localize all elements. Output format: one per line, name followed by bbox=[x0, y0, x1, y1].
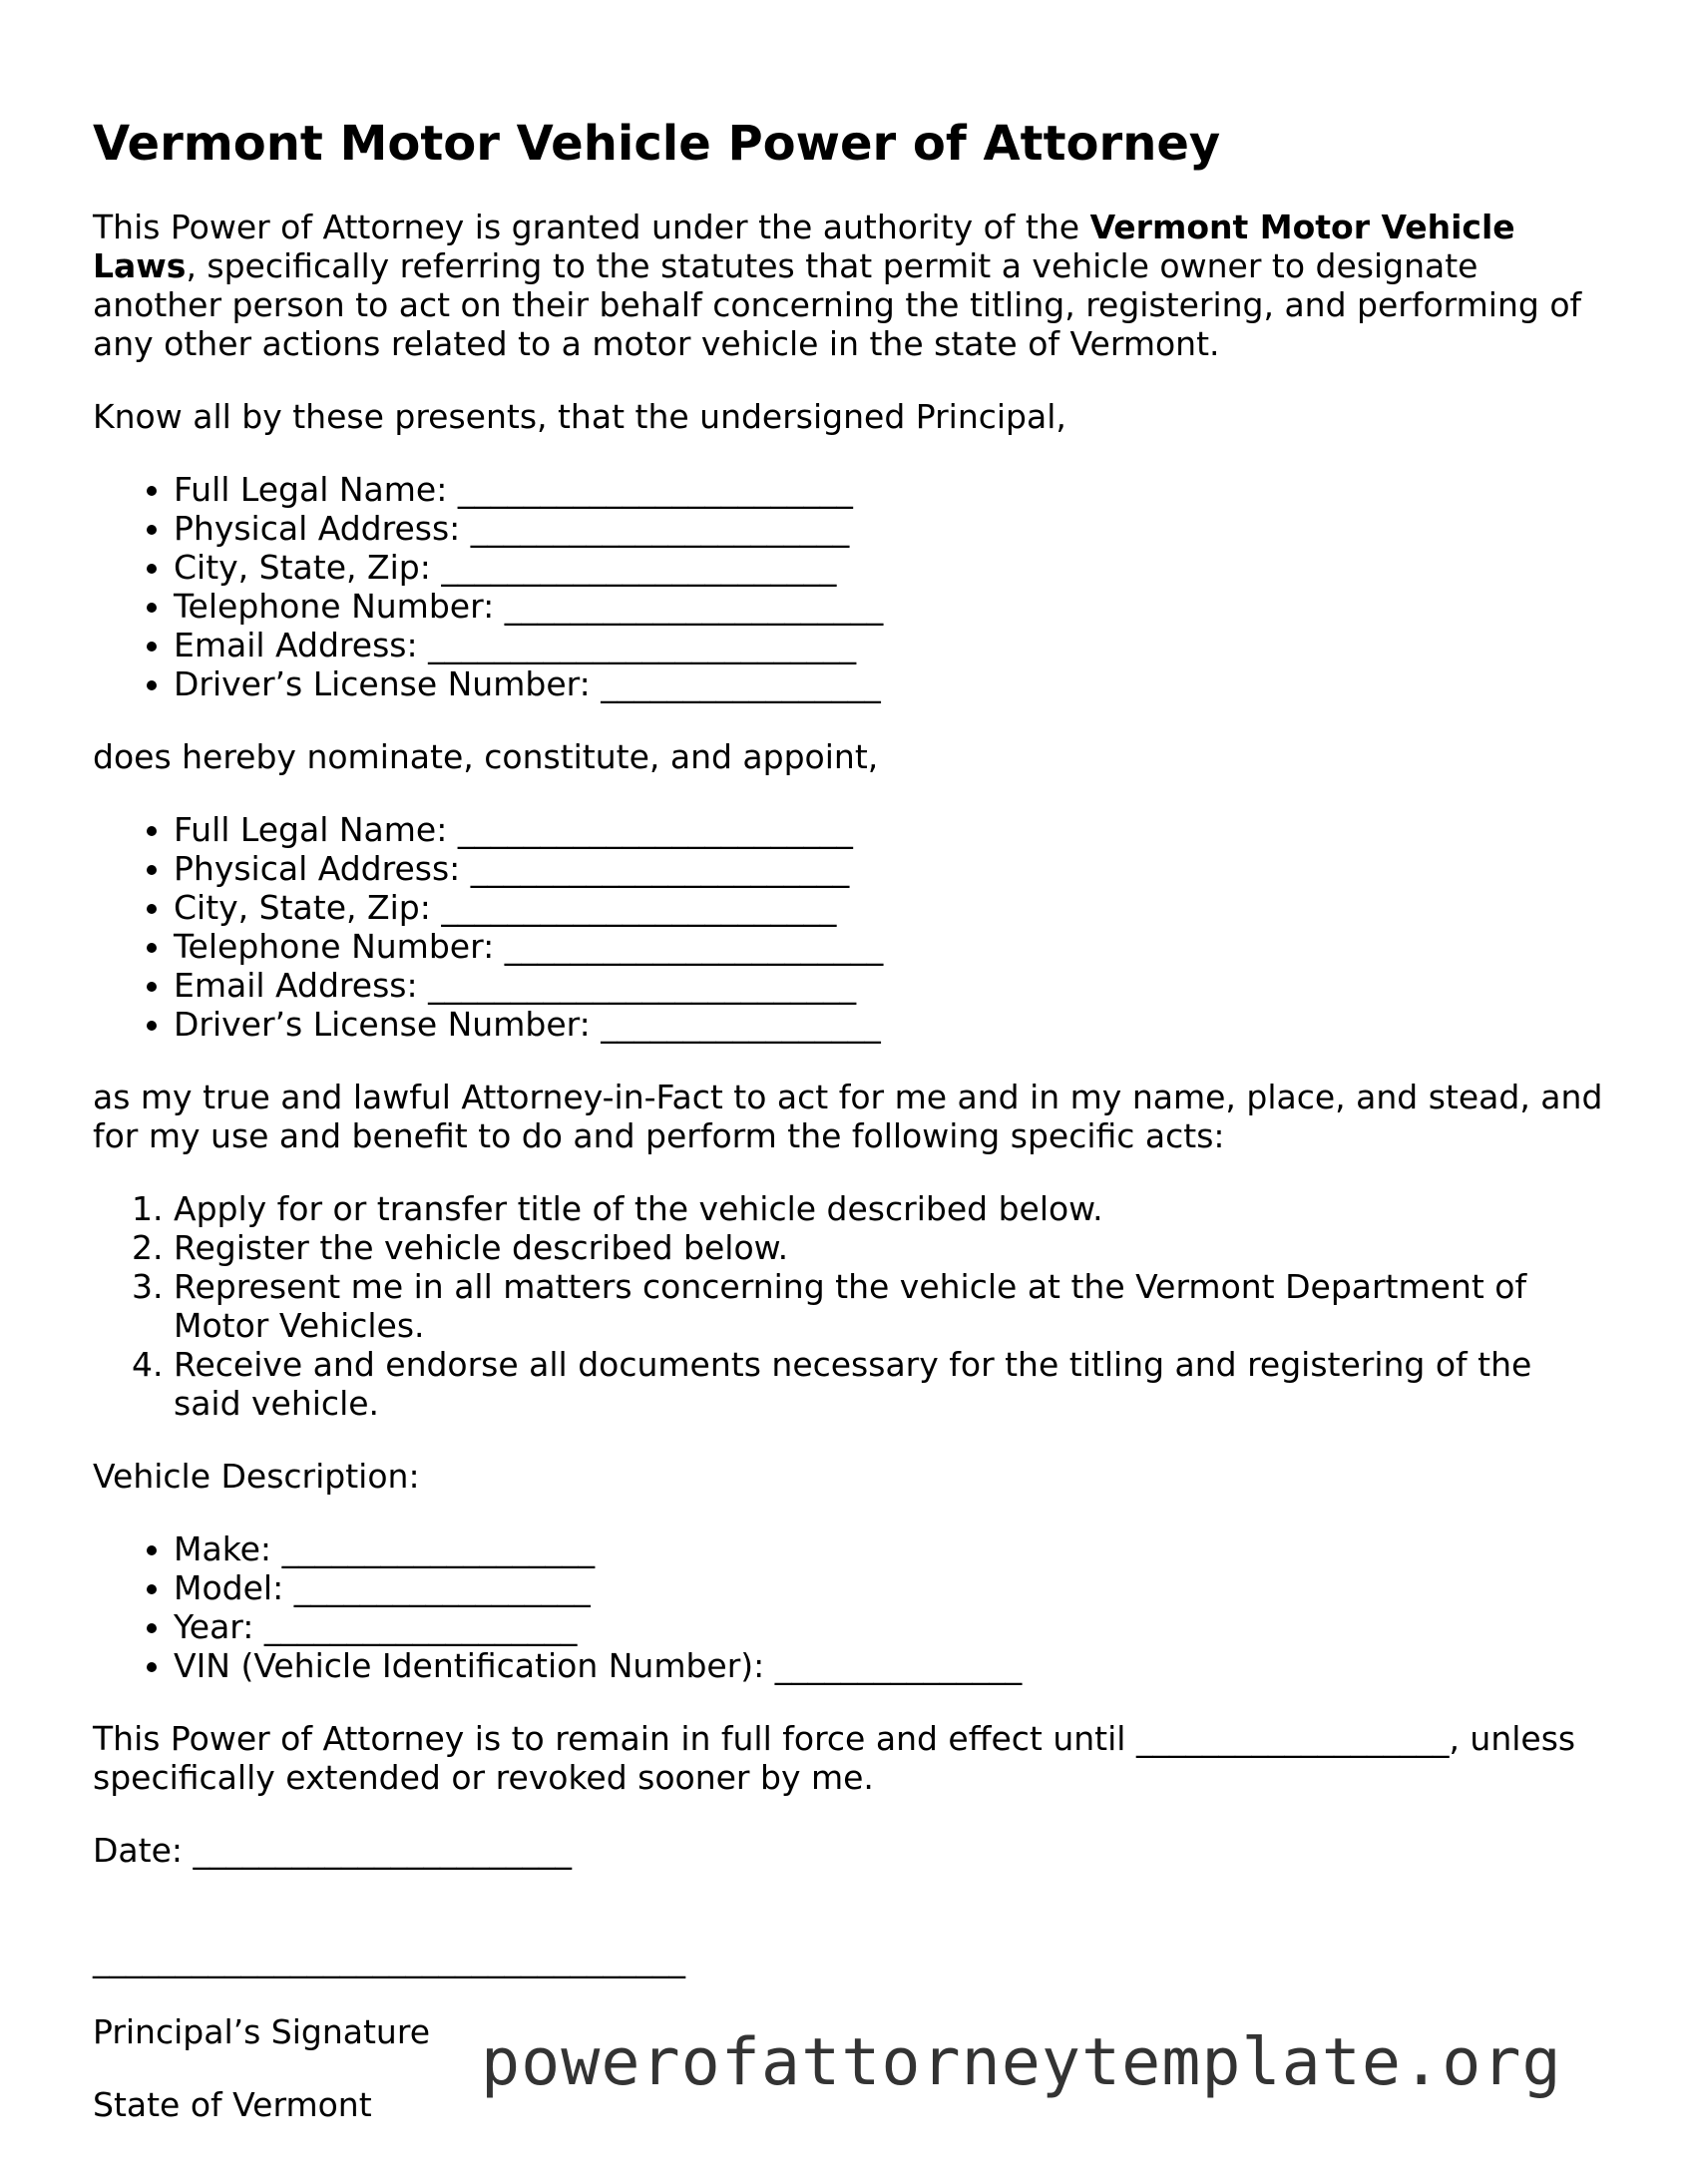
vehicle-year-field[interactable] bbox=[174, 1607, 1609, 1646]
principal-full-name-field[interactable] bbox=[174, 470, 1609, 509]
duration-text-2: , unless specifically extended or revoked sooner by me. bbox=[93, 1718, 1576, 1797]
act-item: 4. Receive and endorse all documents necessary for the titling and registering of the said vehicle. bbox=[174, 1345, 1609, 1423]
vehicle-description-heading: Vehicle Description: bbox=[93, 1456, 420, 1496]
duration-paragraph bbox=[93, 1719, 1609, 1797]
field-blank[interactable]: _________________ bbox=[601, 1004, 881, 1044]
field-blank[interactable]: ________________________ bbox=[441, 547, 837, 587]
principal-drivers-license-field[interactable] bbox=[174, 664, 1609, 703]
field-blank[interactable]: ________________________ bbox=[457, 469, 853, 509]
intro-bold-laws: Vermont Motor Vehicle Laws bbox=[93, 207, 1515, 285]
field-blank[interactable]: _______________________ bbox=[504, 926, 884, 966]
field-label: City, State, Zip: bbox=[174, 547, 431, 587]
field-blank[interactable]: ___________________ bbox=[263, 1606, 578, 1646]
document-title: Vermont Motor Vehicle Power of Attorney bbox=[93, 116, 1221, 172]
field-blank[interactable]: ___________________ bbox=[281, 1529, 596, 1568]
field-blank[interactable]: ________________________ bbox=[457, 809, 853, 849]
field-label: City, State, Zip: bbox=[174, 887, 431, 927]
principal-city-state-zip-field[interactable] bbox=[174, 548, 1609, 587]
vehicle-fields-list bbox=[93, 1529, 1609, 1685]
date-label: Date: bbox=[93, 1830, 183, 1870]
signature-label: Principal’s Signature bbox=[93, 2011, 430, 2051]
vehicle-model-field[interactable] bbox=[174, 1568, 1609, 1607]
field-blank[interactable]: __________________________ bbox=[428, 625, 857, 664]
field-label: Telephone Number: bbox=[174, 586, 495, 626]
acts-list bbox=[93, 1189, 1609, 1423]
signature-line[interactable]: ____________________________________ bbox=[93, 1939, 685, 1978]
agent-full-name-field[interactable] bbox=[174, 810, 1609, 849]
document-page bbox=[93, 108, 1609, 2158]
agent-telephone-field[interactable] bbox=[174, 927, 1609, 966]
field-blank[interactable]: _______________________ bbox=[504, 586, 884, 626]
field-label: Physical Address: bbox=[174, 508, 461, 548]
agent-drivers-license-field[interactable] bbox=[174, 1005, 1609, 1044]
field-label: Telephone Number: bbox=[174, 926, 495, 966]
field-label: Full Legal Name: bbox=[174, 809, 448, 849]
principal-fields-list bbox=[93, 470, 1609, 703]
watermark-text: powerofattorneytemplate.org bbox=[481, 2025, 1562, 2100]
vehicle-vin-field[interactable] bbox=[174, 1646, 1609, 1685]
field-blank[interactable]: _______________________ bbox=[470, 508, 850, 548]
vehicle-make-field[interactable] bbox=[174, 1529, 1609, 1568]
field-label: Email Address: bbox=[174, 625, 418, 664]
field-blank[interactable]: __________________________ bbox=[428, 965, 857, 1005]
know-all-text: Know all by these presents, that the undersigned Principal, bbox=[93, 396, 1066, 436]
field-label: Physical Address: bbox=[174, 848, 461, 888]
field-blank[interactable]: _________________ bbox=[601, 663, 881, 703]
agent-physical-address-field[interactable] bbox=[174, 849, 1609, 888]
field-label: Make: bbox=[174, 1529, 272, 1568]
field-blank[interactable]: ________________________ bbox=[441, 887, 837, 927]
act-item: 1. Apply for or transfer title of the vehicle described below. bbox=[174, 1189, 1609, 1228]
principal-physical-address-field[interactable] bbox=[174, 509, 1609, 548]
field-label: Email Address: bbox=[174, 965, 418, 1005]
field-label: Driver’s License Number: bbox=[174, 663, 591, 703]
field-blank[interactable]: _______________________ bbox=[470, 848, 850, 888]
act-item: 2. Register the vehicle described below. bbox=[174, 1228, 1609, 1267]
date-blank[interactable]: _______________________ bbox=[193, 1830, 572, 1870]
duration-end-date-blank[interactable]: ___________________ bbox=[1135, 1718, 1450, 1758]
duration-text-1: This Power of Attorney is to remain in full force and effect until bbox=[93, 1718, 1136, 1758]
field-blank[interactable]: _______________ bbox=[774, 1645, 1023, 1685]
intro-text-2: , specifically referring to the statutes that permit a vehicle owner to designate another person to act on their behalf concerning the titling, registering, and performing of any other actions related to a motor vehicle in the state of Vermont. bbox=[93, 245, 1582, 363]
principal-telephone-field[interactable] bbox=[174, 587, 1609, 626]
agent-city-state-zip-field[interactable] bbox=[174, 888, 1609, 927]
field-label: VIN (Vehicle Identification Number): bbox=[174, 1645, 765, 1685]
acts-intro-text: as my true and lawful Attorney-in-Fact to act for me and in my name, place, and stead, and for my use and benefit to do and perform the following specific acts: bbox=[93, 1077, 1603, 1155]
field-label: Driver’s License Number: bbox=[174, 1004, 591, 1044]
agent-email-field[interactable] bbox=[174, 966, 1609, 1005]
intro-paragraph bbox=[93, 208, 1609, 363]
appoint-text: does hereby nominate, constitute, and appoint, bbox=[93, 736, 879, 776]
agent-fields-list bbox=[93, 810, 1609, 1044]
field-label: Full Legal Name: bbox=[174, 469, 448, 509]
state-label: State of Vermont bbox=[93, 2084, 372, 2124]
field-label: Year: bbox=[174, 1606, 254, 1646]
field-blank[interactable]: __________________ bbox=[293, 1567, 591, 1607]
intro-text-1: This Power of Attorney is granted under the authority of the bbox=[93, 207, 1090, 246]
act-item: 3. Represent me in all matters concerning the vehicle at the Vermont Department of Motor Vehicles. bbox=[174, 1267, 1609, 1345]
field-label: Model: bbox=[174, 1567, 284, 1607]
principal-email-field[interactable] bbox=[174, 626, 1609, 664]
date-field[interactable] bbox=[93, 1831, 1609, 1870]
